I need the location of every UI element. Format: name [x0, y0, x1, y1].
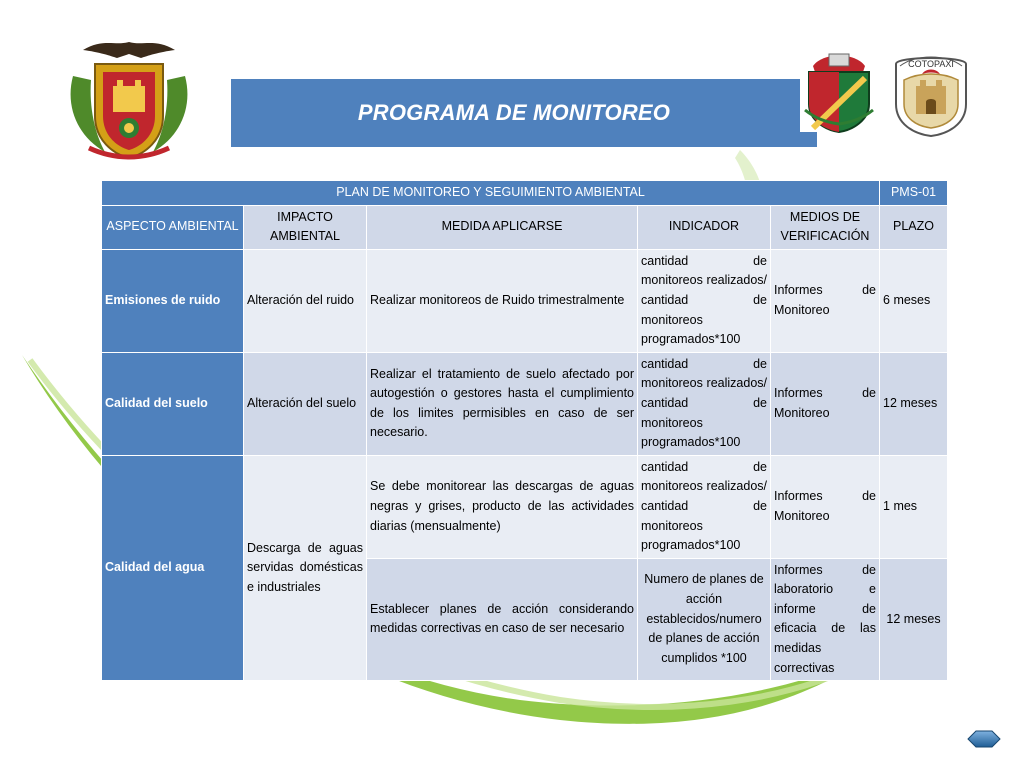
table-code: PMS-01	[880, 181, 948, 206]
term-cell: 12 meses	[880, 352, 948, 455]
verification-cell: Informes de laboratorio e informe de eficacia de las medidas correctivas	[771, 558, 880, 681]
term-cell: 1 mes	[880, 455, 948, 558]
next-slide-icon[interactable]	[966, 729, 1002, 749]
measure-cell: Se debe monitorear las descargas de aguas negras y grises, producto de las actividades diarias (mensualmente)	[367, 455, 638, 558]
measure-cell: Realizar el tratamiento de suelo afectado por autogestión o gestores hasta el cumplimiento de los limites permisibles en caso de ser necesario.	[367, 352, 638, 455]
cotopaxi-emblem-icon	[890, 50, 972, 138]
impact-cell: Alteración del suelo	[244, 352, 367, 455]
indicator-cell: cantidad de monitoreos realizados/ cantidad de monitoreos programados*100	[638, 249, 771, 352]
verification-cell: Informes de Monitoreo	[771, 249, 880, 352]
table-row	[102, 249, 948, 352]
col-header-measure: MEDIDA APLICARSE	[367, 205, 638, 249]
term-cell: 6 meses	[880, 249, 948, 352]
measure-cell: Establecer planes de acción considerando medidas correctivas en caso de ser necesario	[367, 558, 638, 681]
aspect-cell: Emisiones de ruido	[102, 249, 244, 352]
col-header-indicator: INDICADOR	[638, 205, 771, 249]
title-banner	[231, 79, 817, 147]
coat-of-arms-icon	[55, 36, 203, 164]
measure-cell: Realizar monitoreos de Ruido trimestralmente	[367, 249, 638, 352]
indicator-cell: cantidad de monitoreos realizados/ cantidad de monitoreos programados*100	[638, 455, 771, 558]
indicator-cell: Numero de planes de acción establecidos/numero de planes de acción cumplidos *100	[638, 558, 771, 681]
col-header-aspect: ASPECTO AMBIENTAL	[102, 205, 244, 249]
table-title: PLAN DE MONITOREO Y SEGUIMIENTO AMBIENTAL	[102, 181, 880, 206]
table-row	[102, 352, 948, 455]
col-header-verification: MEDIOS DE VERIFICACIÓN	[771, 205, 880, 249]
col-header-impact: IMPACTO AMBIENTAL	[244, 205, 367, 249]
aspect-cell: Calidad del suelo	[102, 352, 244, 455]
verification-cell: Informes de Monitoreo	[771, 455, 880, 558]
municipal-shield-icon	[803, 48, 875, 134]
term-cell: 12 meses	[880, 558, 948, 681]
indicator-cell: cantidad de monitoreos realizados/ cantidad de monitoreos programados*100	[638, 352, 771, 455]
impact-cell: Alteración del ruido	[244, 249, 367, 352]
col-header-term: PLAZO	[880, 205, 948, 249]
monitoring-plan-table	[101, 180, 948, 681]
page-title: PROGRAMA DE MONITOREO	[357, 100, 671, 125]
verification-cell: Informes de Monitoreo	[771, 352, 880, 455]
impact-cell: Descarga de aguas servidas domésticas e industriales	[244, 455, 367, 681]
table-row	[102, 455, 948, 558]
emblem-label: COTOPAXI	[908, 59, 954, 69]
aspect-cell: Calidad del agua	[102, 455, 244, 681]
